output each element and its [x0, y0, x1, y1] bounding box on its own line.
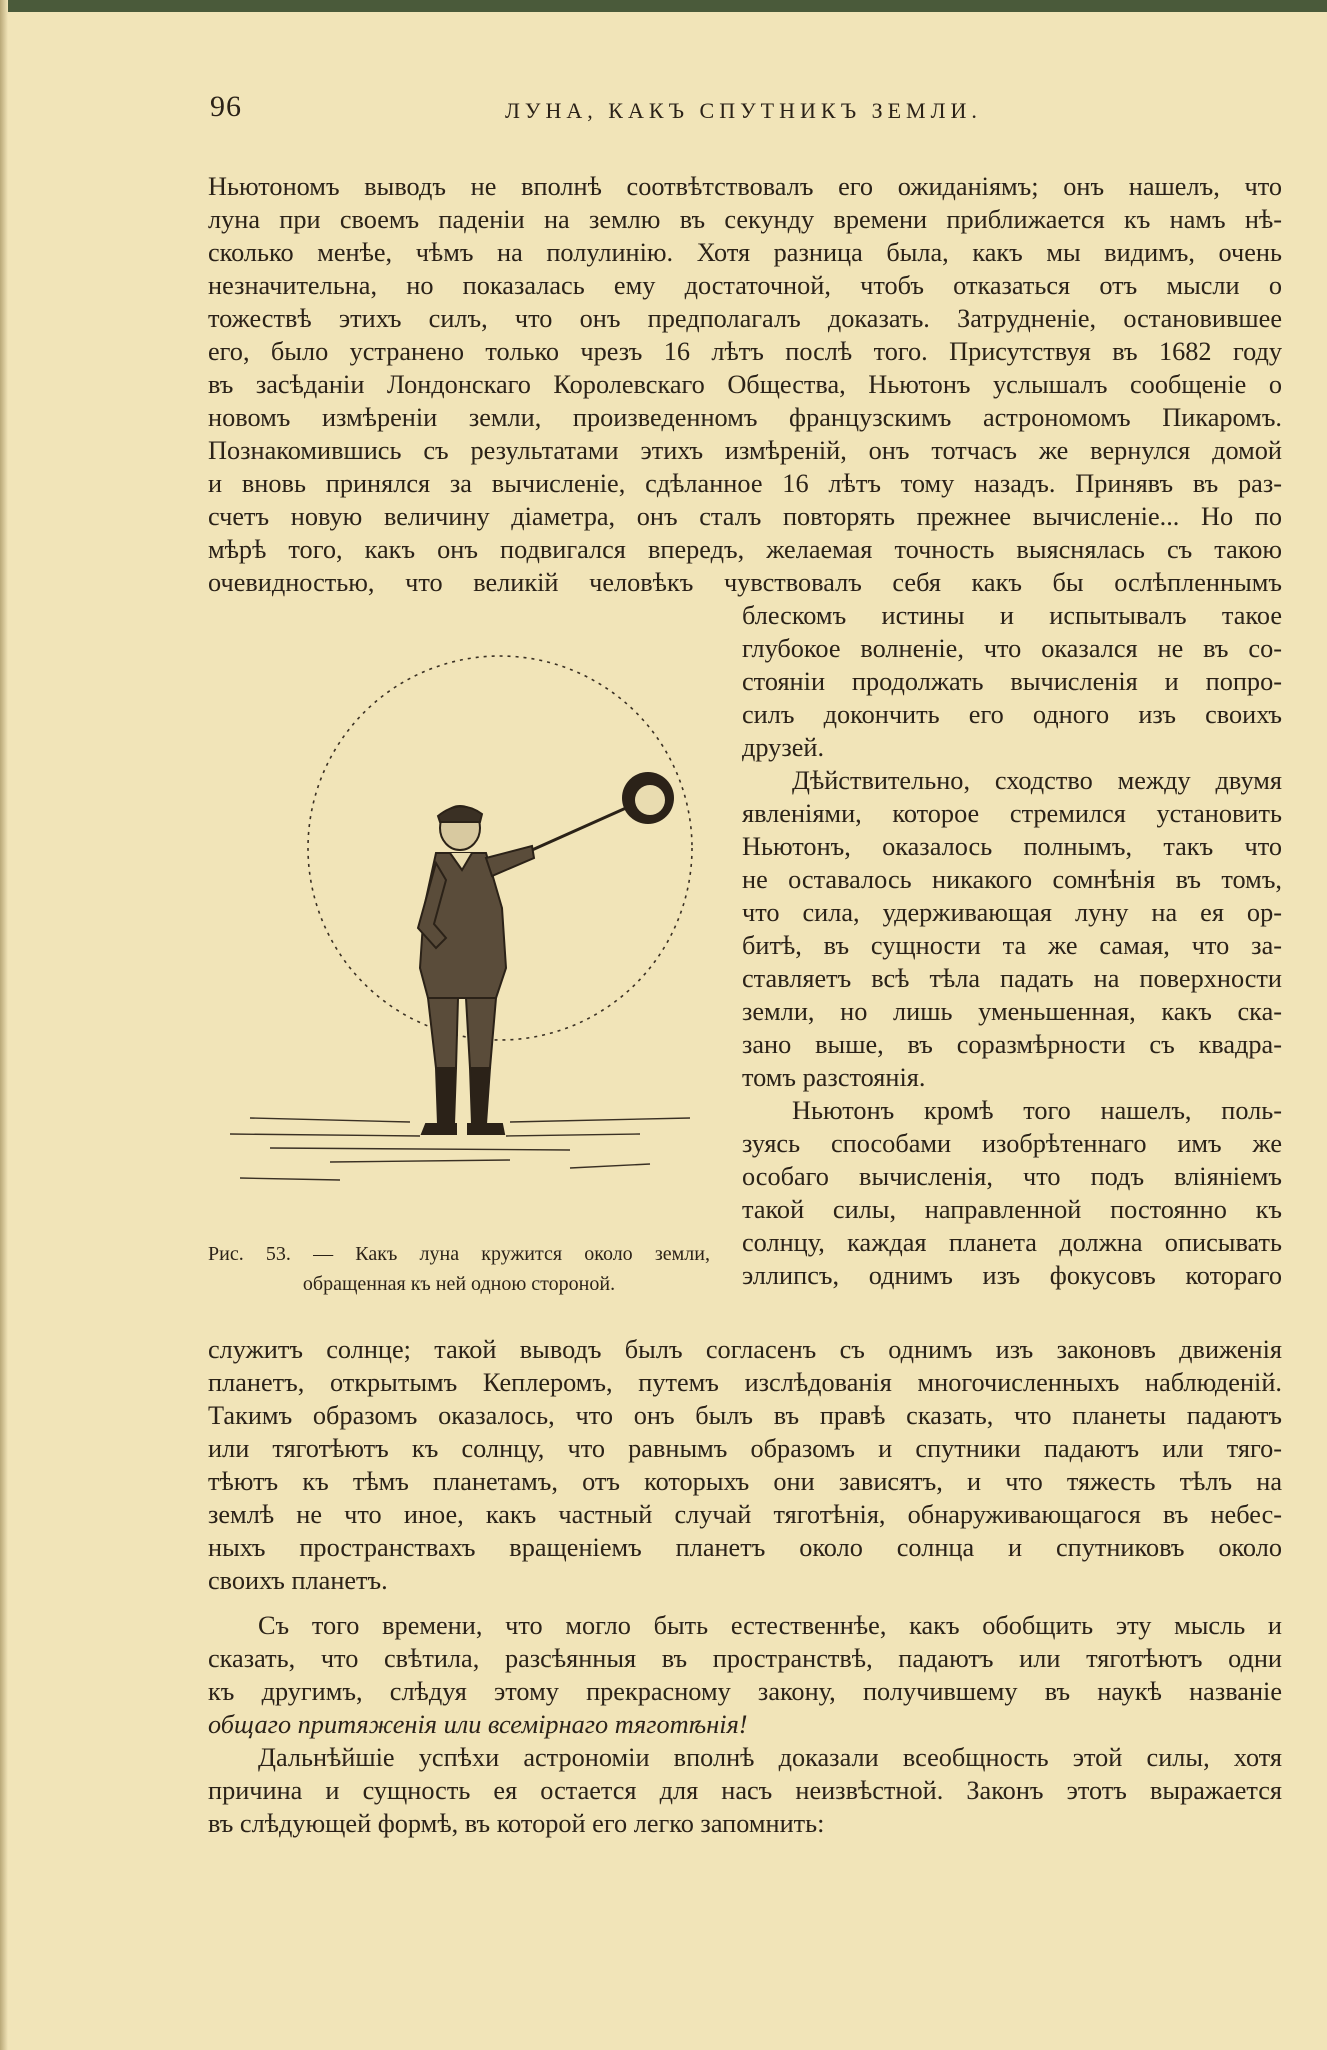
column-text-line: особаго вычисленія, что подъ вліяніемъ — [742, 1162, 1282, 1191]
text-line: планетъ, открытымъ Кеплеромъ, путемъ изслѣдованія многочисленныхъ наблюденій. — [208, 1368, 1282, 1397]
column-text-line: блескомъ истины и испытывалъ такое — [742, 601, 1282, 630]
column-text-line: Дѣйствительно, сходство между двумя — [792, 766, 1282, 795]
text-line: мѣрѣ того, какъ онъ подвигался впередъ, желаемая точность выяснялась съ такою — [208, 535, 1282, 564]
column-text-line: Ньютонъ кромѣ того нашелъ, поль- — [792, 1096, 1282, 1125]
text-line: сколько менѣе, чѣмъ на полулинію. Хотя разница была, какъ мы видимъ, очень — [208, 238, 1282, 267]
ball-icon — [622, 772, 674, 824]
column-text-line: не оставалось никакого сомнѣнія въ томъ, — [742, 865, 1282, 894]
text-line: или тяготѣютъ къ солнцу, что равнымъ образомъ и спутники падаютъ или тяго- — [208, 1434, 1282, 1463]
column-text-line: зано выше, въ соразмѣрности съ квадра- — [742, 1030, 1282, 1059]
running-title: ЛУНА, КАКЪ СПУТНИКЪ ЗЕМЛИ. — [505, 98, 982, 123]
text-line: общаго притяженія или всемірнаго тяготѣнія! — [208, 1710, 748, 1739]
column-text-line: явленіями, которое стремился установить — [742, 799, 1282, 828]
text-line: очевидностью, что великій человѣкъ чувствовалъ себя какъ бы ослѣпленнымъ — [208, 568, 1282, 597]
text-line: ныхъ пространствахъ вращеніемъ планетъ около солнца и спутниковъ около — [208, 1533, 1282, 1562]
text-line: сказать, что свѣтила, разсѣянныя въ пространствѣ, падаютъ или тяготѣютъ одни — [208, 1644, 1282, 1673]
ground-hatching — [230, 1118, 690, 1180]
text-line: Съ того времени, что могло быть естественнѣе, какъ обобщить эту мысль и — [258, 1611, 1282, 1640]
text-line: незначительна, но показалась ему достаточной, чтобъ отказаться отъ мысли о — [208, 271, 1282, 300]
text-line: къ другимъ, слѣдуя этому прекрасному закону, получившему въ наукѣ названіе — [208, 1677, 1282, 1706]
column-text-line: глубокое волненіе, что оказался не въ со- — [742, 634, 1282, 663]
text-line: Ньютономъ выводъ не вполнѣ соотвѣтствовалъ его ожиданіямъ; онъ нашелъ, что — [208, 172, 1282, 201]
figure-caption-line: Рис. 53. — Какъ луна кружится около земли, — [208, 1243, 710, 1265]
page-binding-edge — [0, 0, 8, 2050]
column-text-line: томъ разстоянія. — [742, 1063, 926, 1092]
text-line: своихъ планетъ. — [208, 1566, 388, 1595]
boy-figure — [418, 806, 534, 1134]
column-text-line: такой силы, направленной постоянно къ — [742, 1195, 1282, 1224]
text-line: Дальнѣйшіе успѣхи астрономіи вполнѣ доказали всеобщность этой силы, хотя — [258, 1743, 1282, 1772]
text-line: землѣ не что иное, какъ частный случай тяготѣнія, обнаруживающагося въ небес- — [208, 1500, 1282, 1529]
column-text-line: битѣ, въ сущности та же самая, что за- — [742, 931, 1282, 960]
text-line: его, было устранено только чрезъ 16 лѣтъ послѣ того. Присутствуя въ 1682 году — [208, 337, 1282, 366]
column-text-line: Ньютонъ, оказалось полнымъ, такъ что — [742, 832, 1282, 861]
column-text-line: ставляетъ всѣ тѣла падать на поверхности — [742, 964, 1282, 993]
column-text-line: силъ докончить его одного изъ своихъ — [742, 700, 1282, 729]
text-line: въ слѣдующей формѣ, въ которой его легко запомнить: — [208, 1809, 825, 1838]
text-line: тожествѣ этихъ силъ, что онъ предполагалъ доказать. Затрудненіе, остановившее — [208, 304, 1282, 333]
text-line: въ засѣданіи Лондонскаго Королевскаго Общества, Ньютонъ услышалъ сообщеніе о — [208, 370, 1282, 399]
text-line: Познакомившись съ результатами этихъ измѣреній, онъ тотчасъ же вернулся домой — [208, 436, 1282, 465]
text-line: причина и сущность ея остается для насъ неизвѣстной. Законъ этотъ выражается — [208, 1776, 1282, 1805]
column-text-line: зуясь способами изобрѣтеннаго имъ же — [742, 1129, 1282, 1158]
text-line: новомъ измѣреніи земли, произведенномъ французскимъ астрономомъ Пикаромъ. — [208, 403, 1282, 432]
column-text-line: стояніи продолжать вычисленія и попро- — [742, 667, 1282, 696]
text-line: тѣютъ къ тѣмъ планетамъ, отъ которыхъ они зависятъ, и что тяжесть тѣлъ на — [208, 1467, 1282, 1496]
text-line: служитъ солнце; такой выводъ былъ согласенъ съ однимъ изъ законовъ движенія — [208, 1335, 1282, 1364]
column-text-line: земли, но лишь уменьшенная, какъ ска- — [742, 997, 1282, 1026]
text-line: луна при своемъ паденіи на землю въ секунду времени приближается къ намъ нѣ- — [208, 205, 1282, 234]
figure-illustration — [210, 648, 730, 1228]
page-number: 96 — [210, 90, 242, 123]
top-edge — [0, 0, 1327, 12]
column-text-line: друзей. — [742, 733, 825, 762]
text-line: счетъ новую величину діаметра, онъ сталъ повторять прежнее вычисленіе... Но по — [208, 502, 1282, 531]
figure-caption-line: обращенная къ ней одною стороной. — [302, 1273, 616, 1295]
column-text-line: эллипсъ, однимъ изъ фокусовъ котораго — [742, 1261, 1282, 1290]
cord — [532, 808, 626, 850]
column-text-line: что сила, удерживающая луну на ея ор- — [742, 898, 1282, 927]
column-text-line: солнцу, каждая планета должна описывать — [742, 1228, 1282, 1257]
text-line: и вновь принялся за вычисленіе, сдѣланное 16 лѣтъ тому назадъ. Принявъ въ раз- — [208, 469, 1282, 498]
text-line: Такимъ образомъ оказалось, что онъ былъ въ правѣ сказать, что планеты падаютъ — [208, 1401, 1282, 1430]
